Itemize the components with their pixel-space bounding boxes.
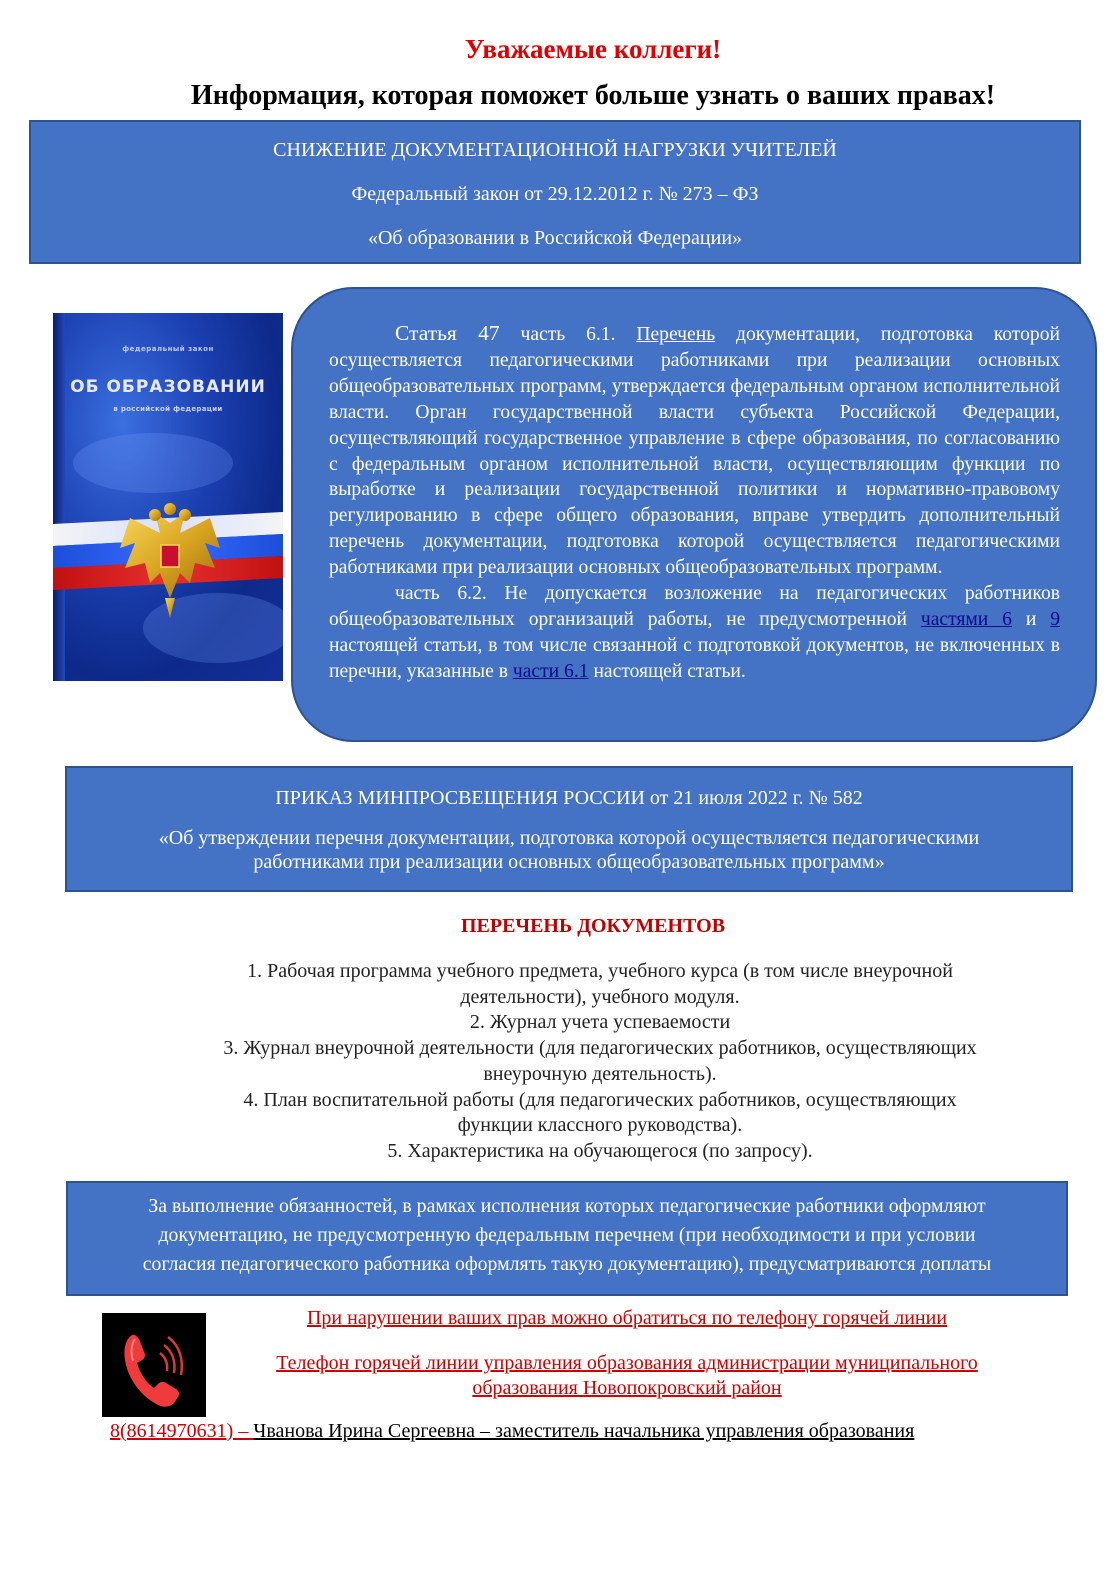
article-text — [329, 321, 1060, 685]
hotline-department-line-1: Телефон горячей линии управления образования администрации муниципального — [276, 1352, 978, 1374]
hotline-department — [212, 1351, 1042, 1401]
list-item: 3. Журнал внеурочной деятельности (для педагогических работников, осуществляющих — [223, 1037, 977, 1060]
hotline-phone-number[interactable]: 8(8614970631) – — [110, 1420, 254, 1442]
perechen-link[interactable]: Перечень — [636, 324, 716, 345]
payment-line-3: согласия педагогического работника оформлять такую документацию), предусматриваются доплаты — [142, 1253, 992, 1275]
book-title: ОБ ОБРАЗОВАНИИ — [70, 377, 266, 397]
list-item: 2. Журнал учета успеваемости — [469, 1011, 731, 1034]
link-part-9[interactable]: 9 — [1050, 608, 1060, 630]
payment-line-2: документацию, не предусмотренную федеральным перечнем (при необходимости и при условии — [158, 1224, 976, 1246]
law-box-law: Федеральный закон от 29.12.2012 г. № 273 – ФЗ — [351, 183, 759, 205]
greeting-heading: Уважаемые коллеги! — [464, 34, 722, 64]
payment-line-1: За выполнение обязанностей, в рамках исполнения которых педагогические работники оформляют — [148, 1195, 986, 1217]
book-top-text: федеральный закон — [122, 345, 214, 353]
coat-of-arms-icon — [115, 503, 225, 623]
article-paragraph-text: документации, подготовка которой осуществляется педагогическими работниками при реализации основных общеобразовательных программ, утверждается федеральным органом исполнительной власти. Орган государственной власти субъекта Российской Федерации, осуществляющий государственное управление в сфере образования, по согласованию с федеральным органом исполнительной власти, осуществляющим функции по выработке и реализации государственной политики и нормативно-правовому регулированию в сфере общего образования, вправе утвердить дополнительный перечень документации, подготовка которой осуществляется педагогическими работниками при реализации основных общеобразовательных программ. — [329, 324, 1060, 579]
article-paragraph-text: часть 6.2. Не допускается возложение на педагогических работников общеобразовательных организаций работы, не предусмотренной — [329, 583, 1060, 630]
phone-icon — [102, 1313, 206, 1417]
hotline-notice: При нарушении ваших прав можно обратиться по телефону горячей линии — [306, 1307, 948, 1329]
order-name-line-2: работниками при реализации основных общеобразовательных программ» — [253, 851, 885, 873]
hotline-contact-person: Чванова Ирина Сергеевна – заместитель начальника управления образования — [253, 1420, 915, 1442]
list-item: 1. Рабочая программа учебного предмета, учебного курса (в том числе внеурочной — [247, 960, 953, 982]
order-title: ПРИКАЗ МИНПРОСВЕЩЕНИЯ РОССИИ от 21 июля 2022 г. № 582 — [275, 787, 863, 809]
link-parts-6[interactable]: частями 6 — [920, 608, 1012, 630]
link-part-6-1[interactable]: части 6.1 — [512, 660, 589, 682]
list-item: функции классного руководства). — [457, 1114, 743, 1137]
law-box — [29, 120, 1081, 264]
article-number: Статья 47 — [395, 321, 500, 345]
law-box-title: СНИЖЕНИЕ ДОКУМЕНТАЦИОННОЙ НАГРУЗКИ УЧИТЕЛЕЙ — [273, 139, 837, 161]
book-subtitle: в российской федерации — [113, 405, 223, 413]
book-spine — [53, 313, 65, 681]
list-item: внеурочную деятельность). — [483, 1062, 717, 1085]
cloth-fold — [73, 433, 233, 493]
article-paragraph-6-1 — [329, 321, 1060, 581]
article-paragraph-text: настоящей статьи. — [588, 660, 746, 682]
list-item: 5. Характеристика на обучающегося (по запросу). — [387, 1139, 813, 1162]
documents-list — [160, 959, 1040, 1165]
hotline-contact — [110, 1420, 914, 1443]
article-paragraph-text: и — [1011, 608, 1051, 630]
documents-list-title: ПЕРЕЧЕНЬ ДОКУМЕНТОВ — [460, 915, 726, 937]
article-part-label: часть 6.1. — [499, 324, 637, 345]
order-box — [65, 766, 1073, 892]
list-item: деятельности), учебного модуля. — [460, 985, 740, 1008]
article-paragraph-text: настоящей статьи, в том числе связанной с подготовкой документов, не включенных в перечни, указанные в — [329, 634, 1060, 682]
law-box-law-name: «Об образовании в Российской Федерации» — [367, 227, 743, 249]
article-paragraph-6-2 — [329, 581, 1060, 685]
order-name-line-1: «Об утверждении перечня документации, подготовка которой осуществляется педагогическими — [158, 827, 980, 849]
list-item: 4. План воспитательной работы (для педагогических работников, осуществляющих — [243, 1088, 957, 1111]
subtitle-heading: Информация, которая поможет больше узнать о ваших правах! — [190, 80, 996, 111]
hotline-department-line-2: образования Новопокровский район — [472, 1377, 782, 1399]
article-47-box — [291, 287, 1097, 742]
law-book-cover-image — [53, 313, 283, 681]
payment-box — [66, 1181, 1068, 1296]
